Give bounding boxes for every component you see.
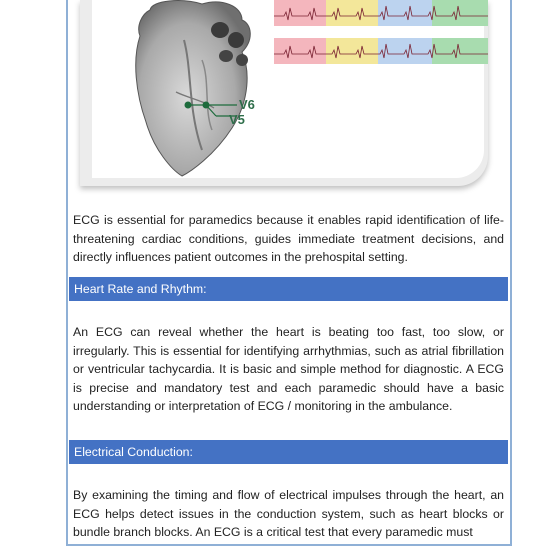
electrode-v6 [203, 102, 210, 109]
ecg-strips [274, 0, 488, 70]
lead-label-v5: V5 [229, 112, 245, 127]
section-heading-heart-rate: Heart Rate and Rhythm: [69, 277, 508, 301]
electrical-conduction-paragraph: By examining the timing and flow of electrical impulses through the heart, an ECG helps detect issues in the conduction system, such as heart blocks or bundle branch blocks. An ECG is a critical test that every paramedic must [73, 488, 504, 539]
section-heading-electrical-conduction: Electrical Conduction: [69, 440, 508, 464]
ecg-illustration [80, 0, 488, 186]
illustration-panel [92, 0, 484, 178]
intro-paragraph: ECG is essential for paramedics because it enables rapid identification of life-threatening cardiac conditions, guides immediate treatment decisions, and directly influences patient outcomes in the prehospital setting. [73, 213, 504, 264]
electrode-v5 [185, 102, 192, 109]
lead-label-v6: V6 [239, 97, 255, 112]
heart-rate-paragraph: An ECG can reveal whether the heart is beating too fast, too slow, or irregularly. This is essential for identifying arrhythmias, such as atrial fibrillation or ventricular tachycardia. It is basic and simple method for diagnostic. A ECG is precise and mandatory test and each paramedic should have a basic understanding or interpretation of ECG / monitoring in the ambulance. [73, 325, 504, 413]
